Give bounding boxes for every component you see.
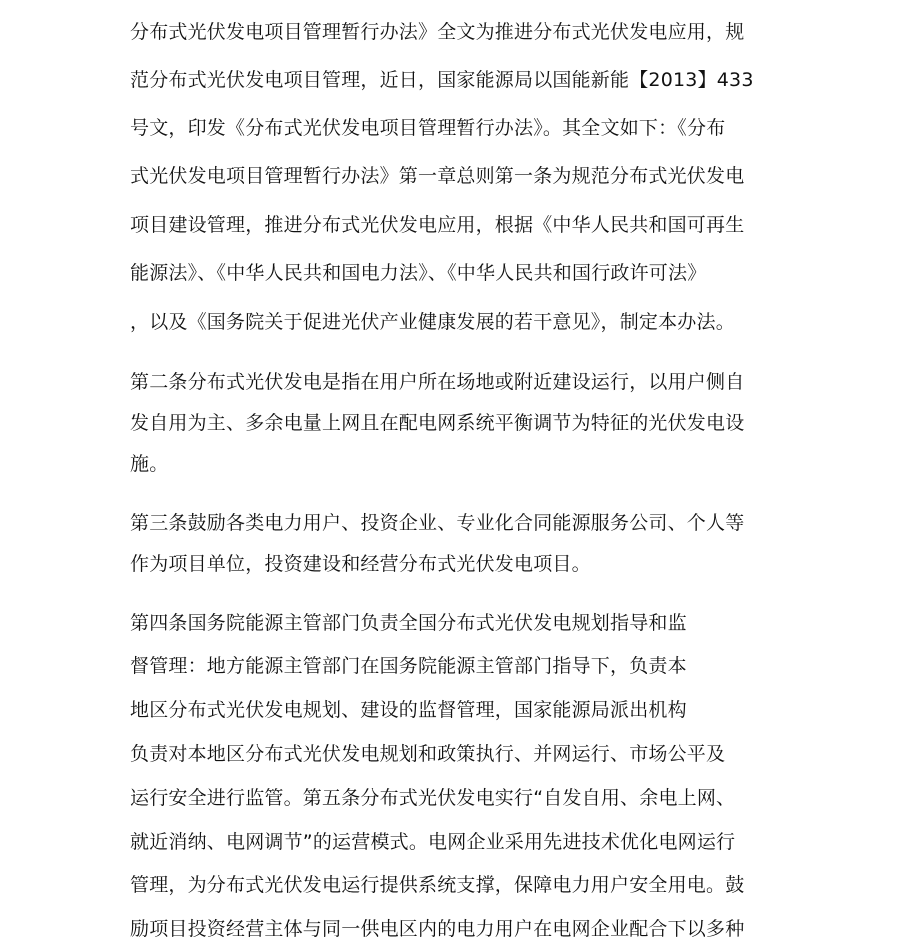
text-line: 项目建设管理，推进分布式光伏发电应用，根据《中华人民共和国可再生	[130, 214, 745, 236]
text-line: 地区分布式光伏发电规划、建设的监督管理，国家能源局派出机构	[130, 699, 687, 721]
text-line: 运行安全进行监管。第五条分布式光伏发电实行“自发自用、余电上网、	[130, 787, 736, 809]
text-line: 作为项目单位，投资建设和经营分布式光伏发电项目。	[130, 553, 591, 575]
text-line: 就近消纳、电网调节”的运营模式。电网企业采用先进技术优化电网运行	[130, 831, 736, 853]
text-line: 能源法》、《中华人民共和国电力法》、《中华人民共和国行政许可法》	[130, 262, 707, 284]
text-line: 励项目投资经营主体与同一供电区内的电力用户在电网企业配合下以多种	[130, 918, 745, 940]
text-line: 发自用为主、多余电量上网且在配电网系统平衡调节为特征的光伏发电设	[130, 412, 745, 434]
text-line: 第四条国务院能源主管部门负责全国分布式光伏发电规划指导和监	[130, 612, 687, 634]
text-line: 负责对本地区分布式光伏发电规划和政策执行、并网运行、市场公平及	[130, 743, 726, 765]
text-line: 管理，为分布式光伏发电运行提供系统支撑，保障电力用户安全用电。鼓	[130, 874, 745, 896]
text-line: 第二条分布式光伏发电是指在用户所在场地或附近建设运行，以用户侧自	[130, 371, 745, 393]
text-line: 范分布式光伏发电项目管理，近日，国家能源局以国能新能【2013】433	[130, 69, 754, 91]
text-line: 督管理：地方能源主管部门在国务院能源主管部门指导下，负责本	[130, 655, 687, 677]
text-line: 第三条鼓励各类电力用户、投资企业、专业化合同能源服务公司、个人等	[130, 512, 745, 534]
text-line: 式光伏发电项目管理暂行办法》第一章总则第一条为规范分布式光伏发电	[130, 165, 745, 187]
text-line: 施。	[130, 453, 169, 475]
text-line: 分布式光伏发电项目管理暂行办法》全文为推进分布式光伏发电应用，规	[130, 21, 745, 43]
text-line: 号文，印发《分布式光伏发电项目管理暂行办法》。其全文如下：《分布	[130, 117, 726, 139]
text-line: ，以及《国务院关于促进光伏产业健康发展的若干意见》，制定本办法。	[130, 311, 735, 333]
